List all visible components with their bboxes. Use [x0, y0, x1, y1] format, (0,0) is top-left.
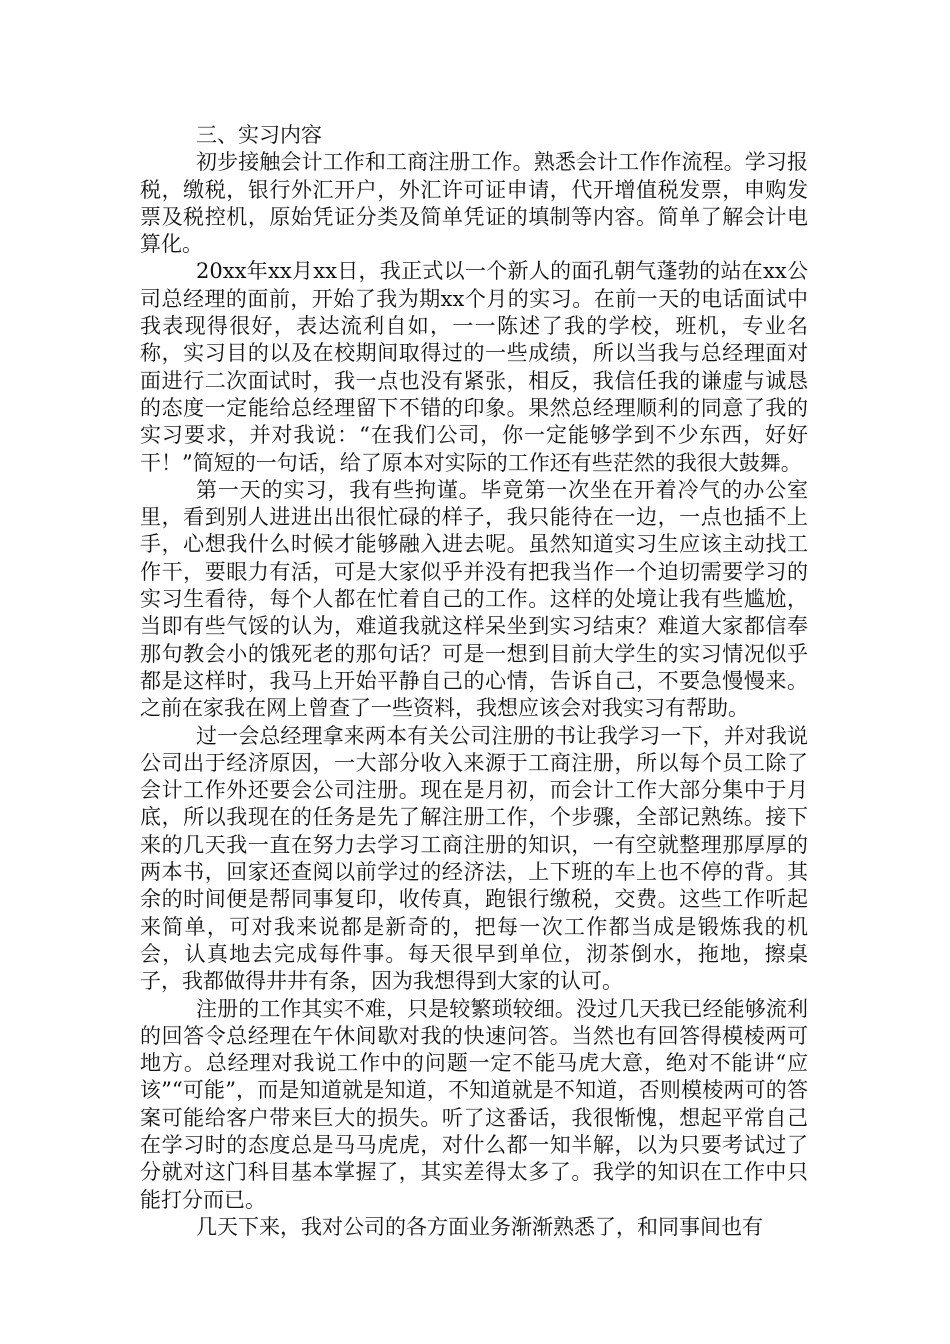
paragraph-5: 注册的工作其实不难，只是较繁琐较细。没过几天我已经能够流利的回答令总经理在午休间歇对我的快速问答。当然也有回答得模棱两可地方。总经理对我说工作中的问题一定不能马虎大意，绝对不能讲“应该”“可能”，而是知道就是知道，不知道就是不知道，否则模棱两可的答案可能给客户带来巨大的损失。听了这番话，我很惭愧，想起平常自己在学习时的态度总是马马虎虎，对什么都一知半解，以为只要考试过了分就对这门科目基本掌握了，其实差得太多了。我学的知识在工作中只能打分而已。 — [140, 996, 808, 1212]
paragraph-6: 几天下来，我对公司的各方面业务渐渐熟悉了，和同事间也有 — [196, 1214, 763, 1239]
section-heading: 三、实习内容 — [196, 123, 322, 147]
document-body — [140, 122, 808, 1241]
paragraph-3: 第一天的实习，我有些拘谨。毕竟第一次坐在开着冷气的办公室里，看到别人进进出出很忙碌的样子，我只能待在一边，一点也插不上手，心想我什么时候才能够融入进去呢。虽然知道实习生应该主动找工作干，要眼力有活，可是大家似乎并没有把我当作一个迫切需要学习的实习生看待，每个人都在忙着自己的工作。这样的处境让我有些尴尬，当即有些气馁的认为，难道我就这样呆坐到实习结束？难道大家都信奉那句教会小的饿死老的那句话？可是一想到目前大学生的实习情况似乎都是这样时，我马上开始平静自己的心情，告诉自己，不要急慢慢来。之前在家我在网上曾查了一些资料，我想应该会对我实习有帮助。 — [140, 477, 808, 721]
paragraph-2: 20xx年xx月xx日，我正式以一个新人的面孔朝气蓬勃的站在xx公司总经理的面前，开始了我为期xx个月的实习。在前一天的电话面试中我表现得很好，表达流利自如，一一陈述了我的学校，班机，专业名称，实习目的以及在校期间取得过的一些成绩，所以当我与总经理面对面进行二次面试时，我一点也没有紧张，相反，我信任我的谦虚与诚恳的态度一定能给总经理留下不错的印象。果然总经理顺利的同意了我的实习要求，并对我说：“在我们公司，你一定能够学到不少东西，好好干！”简短的一句话，给了原本对实际的工作还有些茫然的我很大鼓舞。 — [140, 259, 808, 475]
paragraph-4: 过一会总经理拿来两本有关公司注册的书让我学习一下，并对我说公司出于经济原因，一大部分收入来源于工商注册，所以每个员工除了会计工作外还要会公司注册。现在是月初，而会计工作大部分集中于月底，所以我现在的任务是先了解注册工作，个步骤，全部记熟练。接下来的几天我一直在努力去学习工商注册的知识，一有空就整理那厚厚的两本书，回家还查阅以前学过的经济法，上下班的车上也不停的背。其余的时间便是帮同事复印，收传真，跑银行缴税，交费。这些工作听起来简单，可对我来说都是新奇的，把每一次工作都当成是锻炼我的机会，认真地去完成每件事。每天很早到单位，沏茶倒水，拖地，擦桌子，我都做得井井有条，因为我想得到大家的认可。 — [140, 723, 808, 994]
paragraph-1: 初步接触会计工作和工商注册工作。熟悉会计工作作流程。学习报税，缴税，银行外汇开户，外汇许可证申请，代开增值税发票，申购发票及税控机，原始凭证分类及简单凭证的填制等内容。简单了解会计电算化。 — [140, 150, 808, 257]
